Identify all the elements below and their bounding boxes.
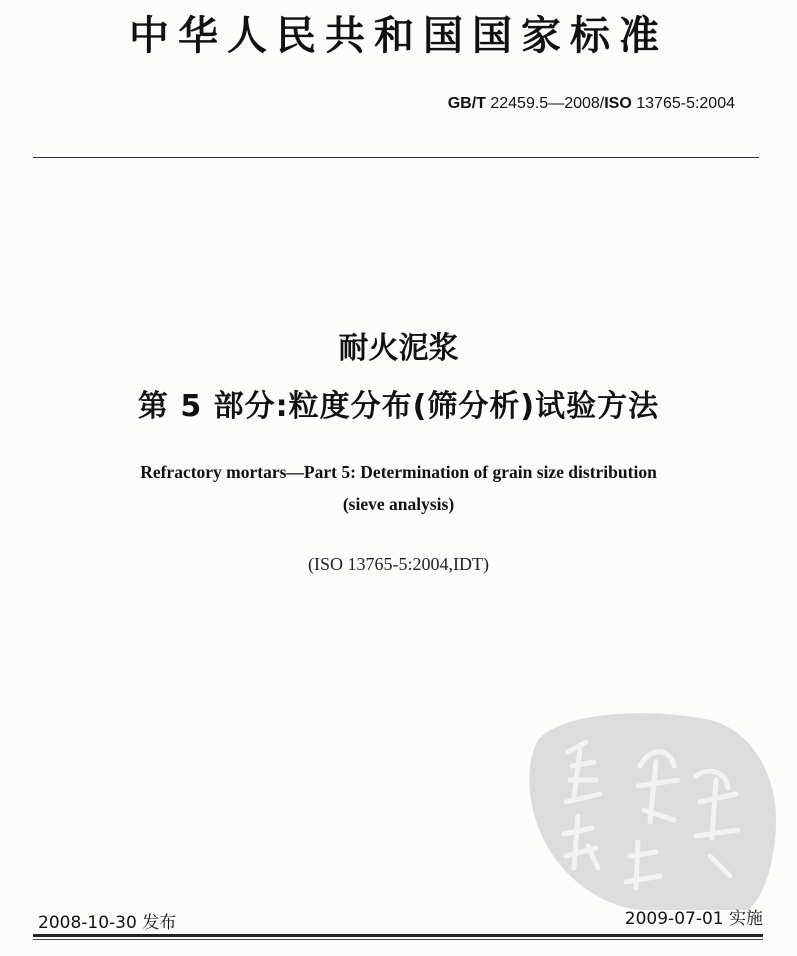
standard-number xyxy=(448,94,735,114)
title-en-line-2: (sieve analysis) xyxy=(342,494,455,514)
iso-equivalence: (ISO 13765-5:2004,IDT) xyxy=(308,554,489,574)
std-number-value: 22459.5—2008/ xyxy=(485,95,605,112)
footer-divider-thick xyxy=(33,934,763,937)
issue-date: 2008-10-30 发布 xyxy=(38,913,177,933)
implementation-date: 2009-07-01 实施 xyxy=(624,909,763,929)
title-cn-main: 耐火泥浆 xyxy=(338,331,459,366)
iso-prefix: ISO xyxy=(604,95,632,112)
std-prefix: GB/T xyxy=(447,95,486,112)
footer-divider-thin xyxy=(33,939,763,940)
title-cn-subtitle: 第 5 部分:粒度分布(筛分析)试验方法 xyxy=(137,389,660,424)
iso-number-value: 13765-5:2004 xyxy=(631,95,735,112)
title-en-line-1: Refractory mortars—Part 5: Determination of grain size distribution xyxy=(140,462,657,482)
standard-header-title: 中华人民共和国国家标准 xyxy=(129,12,668,59)
header-divider xyxy=(33,157,759,158)
seal-stamp-icon xyxy=(520,706,782,912)
